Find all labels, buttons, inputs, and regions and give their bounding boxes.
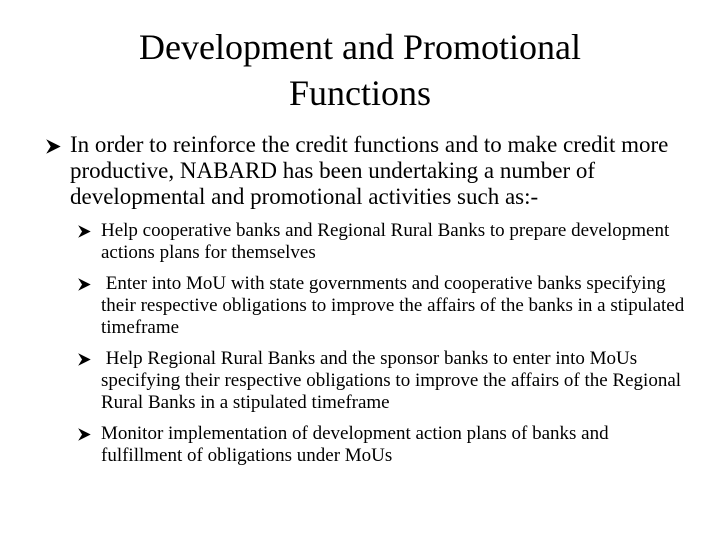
sub-bullet-text: Help Regional Rural Banks and the sponsor banks to enter into MoUs specifying their respective obligations to improve the affairs of the Regional Rural Banks in a stipulated timeframe [101,348,686,413]
sub-bullet [78,273,689,339]
slide-title-line-2: Functions [288,73,431,113]
sub-bullet-text: Monitor implementation of development action plans of banks and fulfillment of obligations under MoUs [101,423,609,466]
sub-bullet [78,423,686,467]
sub-bullet [78,348,686,414]
slide-title-line-1: Development and Promotional [139,27,581,67]
slide-title [60,24,660,116]
intro-bullet [46,132,686,210]
sub-bullet [78,220,686,264]
arrowhead-bullet-icon [78,278,91,291]
sub-bullet-text: Enter into MoU with state governments and cooperative banks specifying their respective obligations to improve the affairs of the banks in a stipulated timeframe [101,273,689,338]
sub-bullet-text: Help cooperative banks and Regional Rural Banks to prepare development actions plans for themselves [101,220,670,263]
arrowhead-bullet-icon [78,353,91,366]
slide-body [46,132,689,476]
arrowhead-bullet-icon [46,139,61,154]
arrowhead-bullet-icon [78,225,91,238]
intro-text: In order to reinforce the credit functions and to make credit more productive, NABARD has been undertaking a number of developmental and promotional activities such as:- [70,132,669,209]
arrowhead-bullet-icon [78,428,91,441]
